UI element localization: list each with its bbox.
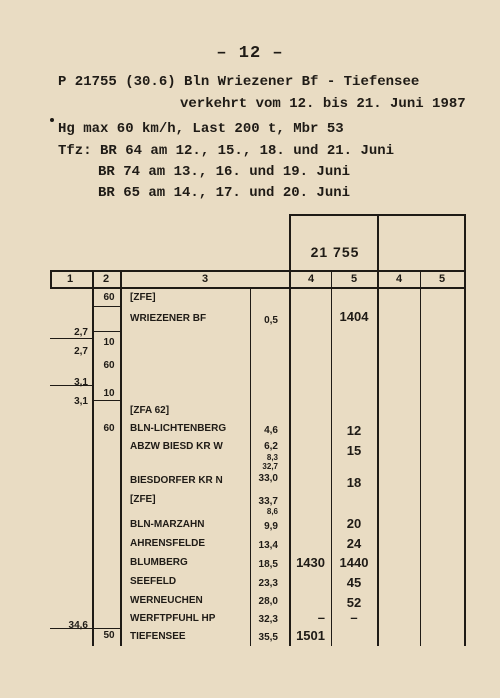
- header-traction-3: BR 65 am 14., 17. und 20. Juni: [98, 185, 351, 201]
- speed-box-3-top: [92, 628, 120, 629]
- col-divider-2-3: [120, 270, 122, 646]
- arrival-time: –: [317, 610, 325, 625]
- speed-value: 60: [103, 360, 115, 371]
- speed-value: 60: [103, 292, 115, 303]
- header-traction-2: BR 74 am 13., 16. und 19. Juni: [98, 164, 351, 180]
- speed-value: 10: [103, 337, 115, 348]
- departure-time: –: [350, 610, 358, 625]
- table-border-right: [464, 214, 466, 646]
- station-name: WRIEZENER BF: [130, 313, 207, 324]
- table-top-line: [289, 214, 466, 216]
- col-num-4: 4: [307, 273, 315, 285]
- station-name: [ZFE]: [130, 292, 156, 303]
- table-border-mid: [377, 214, 379, 646]
- departure-time: 24: [346, 536, 362, 551]
- departure-time: 45: [346, 575, 362, 590]
- station-km: 33,7: [258, 496, 278, 507]
- speed-box-1-top: [92, 288, 120, 289]
- station-km: 8,6: [266, 507, 278, 516]
- station-name: [ZFE]: [130, 494, 156, 505]
- station-name: [ZFA 62]: [130, 405, 170, 416]
- km-tick-1: [50, 338, 92, 339]
- km-mark: 2,7: [74, 327, 88, 338]
- station-name: BLN-MARZAHN: [130, 519, 205, 530]
- km-mark: 3,1: [74, 377, 88, 388]
- departure-time: 1404: [339, 309, 369, 324]
- departure-time: 20: [346, 516, 362, 531]
- page-number: – 12 –: [216, 44, 284, 63]
- station-km: 9,9: [264, 521, 278, 532]
- col-num-2: 2: [102, 273, 110, 285]
- departure-time: 18: [346, 475, 362, 490]
- arrival-time: 1501: [296, 628, 325, 643]
- station-km: 28,0: [258, 596, 278, 607]
- header-route: P 21755 (30.6) Bln Wriezener Bf - Tiefensee: [58, 74, 420, 90]
- station-km: 32,7: [262, 462, 278, 471]
- col1-left: [50, 270, 52, 288]
- speed-box-2-bottom: [92, 400, 120, 401]
- speed-box-2-top: [92, 331, 120, 332]
- header-row-top: [50, 270, 466, 272]
- station-name: SEEFELD: [130, 576, 177, 587]
- col-num-5b: 5: [438, 273, 446, 285]
- km-mark: 34,6: [68, 620, 88, 631]
- col-num-5: 5: [350, 273, 358, 285]
- station-name: TIEFENSEE: [130, 631, 186, 642]
- col-divider-4-5: [331, 270, 332, 646]
- station-km: 8,3: [266, 453, 278, 462]
- speed-box-1-bottom: [92, 306, 120, 307]
- km-mark: 2,7: [74, 346, 88, 357]
- station-km: 0,5: [264, 315, 278, 326]
- train-number: 21 755: [310, 244, 360, 260]
- header-validity: verkehrt vom 12. bis 21. Juni 1987: [180, 96, 466, 112]
- col-num-1: 1: [66, 273, 74, 285]
- station-name: BLN-LICHTENBERG: [130, 423, 227, 434]
- departure-time: 1440: [339, 555, 369, 570]
- arrival-time: 1430: [296, 555, 325, 570]
- speed-value: 60: [103, 423, 115, 434]
- table-border-left: [289, 214, 291, 646]
- station-name: BIESDORFER KR N: [130, 475, 223, 486]
- station-name: WERNEUCHEN: [130, 595, 203, 606]
- station-name: WERFTPFUHL HP: [130, 613, 216, 624]
- col-num-3: 3: [201, 273, 209, 285]
- station-name: BLUMBERG: [130, 557, 188, 568]
- station-km: 13,4: [258, 540, 278, 551]
- departure-time: 15: [346, 443, 362, 458]
- departure-time: 12: [346, 423, 362, 438]
- station-km: 6,2: [264, 441, 278, 452]
- station-km: 4,6: [264, 425, 278, 436]
- station-km: 35,5: [258, 632, 278, 643]
- speed-value: 10: [103, 388, 115, 399]
- station-km: 33,0: [258, 473, 278, 484]
- header-traction-1: Tfz: BR 64 am 12., 15., 18. und 21. Juni: [58, 143, 395, 159]
- station-name: AHRENSFELDE: [130, 538, 206, 549]
- col-num-4b: 4: [395, 273, 403, 285]
- station-km: 23,3: [258, 578, 278, 589]
- header-speed-load: Hg max 60 km/h, Last 200 t, Mbr 53: [58, 121, 344, 137]
- speed-value: 50: [103, 630, 115, 641]
- station-km: 32,3: [258, 614, 278, 625]
- km-mark: 3,1: [74, 396, 88, 407]
- col-divider-right-4-5: [420, 270, 421, 646]
- station-name: ABZW BIESD KR W: [130, 441, 223, 452]
- col-divider-1-2: [92, 270, 94, 646]
- departure-time: 52: [346, 595, 362, 610]
- station-km: 18,5: [258, 559, 278, 570]
